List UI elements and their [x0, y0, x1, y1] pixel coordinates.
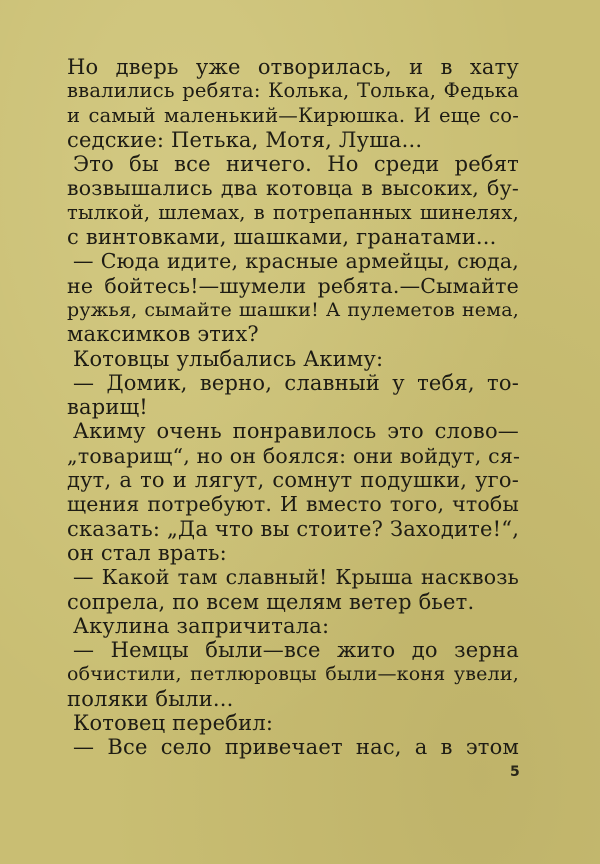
text-line: — Домик, верно, славный у тебя, то-: [73, 370, 519, 395]
text-line: возвышались два котовца в высоких, бу-: [67, 176, 519, 201]
text-line: ружья, сымайте шашки! А пулеметов нема,: [67, 298, 519, 321]
text-line: Котовец перебил:: [73, 711, 274, 736]
body-text: [67, 55, 519, 760]
text-line: „товарищ“, но он боялся: они войдут, ся-: [67, 443, 521, 468]
text-line: сказать: „Да что вы стоите? Заходите!“,: [67, 516, 520, 541]
page-number: 5: [510, 764, 520, 780]
text-line: — Все село привечает нас, а в этом: [73, 735, 519, 760]
text-line: не бойтесь!—шумели ребята.—Сымайте: [67, 273, 519, 298]
text-line: тылкой, шлемах, в потрепанных шинелях,: [67, 200, 519, 224]
text-line: обчистили, петлюровцы были—коня увели,: [67, 663, 519, 686]
text-line: дут, а то и лягут, сомнут подушки, уго-: [67, 468, 519, 493]
text-line: с винтовками, шашками, гранатами...: [67, 225, 497, 250]
text-line: Это бы все ничего. Но среди ребят: [73, 152, 519, 177]
text-line: ввалились ребята: Колька, Толька, Федька: [67, 79, 519, 103]
text-line: Акиму очень понравилось это слово—: [73, 419, 519, 444]
text-line: варищ!: [67, 395, 148, 420]
text-line: — Немцы были—все жито до зерна: [73, 638, 519, 663]
text-line: — Сюда идите, красные армейцы, сюда,: [73, 249, 519, 274]
text-line: и самый маленький—Кирюшка. И еще со-: [67, 103, 519, 127]
text-line: сопрела, по всем щелям ветер бьет.: [67, 589, 475, 614]
text-line: поляки были...: [67, 686, 234, 711]
text-line: Но дверь уже отворилась, и в хату: [67, 55, 519, 79]
text-line: Акулина запричитала:: [73, 613, 330, 638]
text-line: он стал врать:: [67, 540, 227, 565]
text-line: Котовцы улыбались Акиму:: [73, 346, 384, 371]
text-line: — Какой там славный! Крыша насквозь: [73, 565, 519, 590]
text-line: максимков этих?: [67, 322, 259, 347]
text-line: седские: Петька, Мотя, Луша...: [67, 127, 423, 152]
text-line: щения потребуют. И вместо того, чтобы: [67, 492, 519, 517]
